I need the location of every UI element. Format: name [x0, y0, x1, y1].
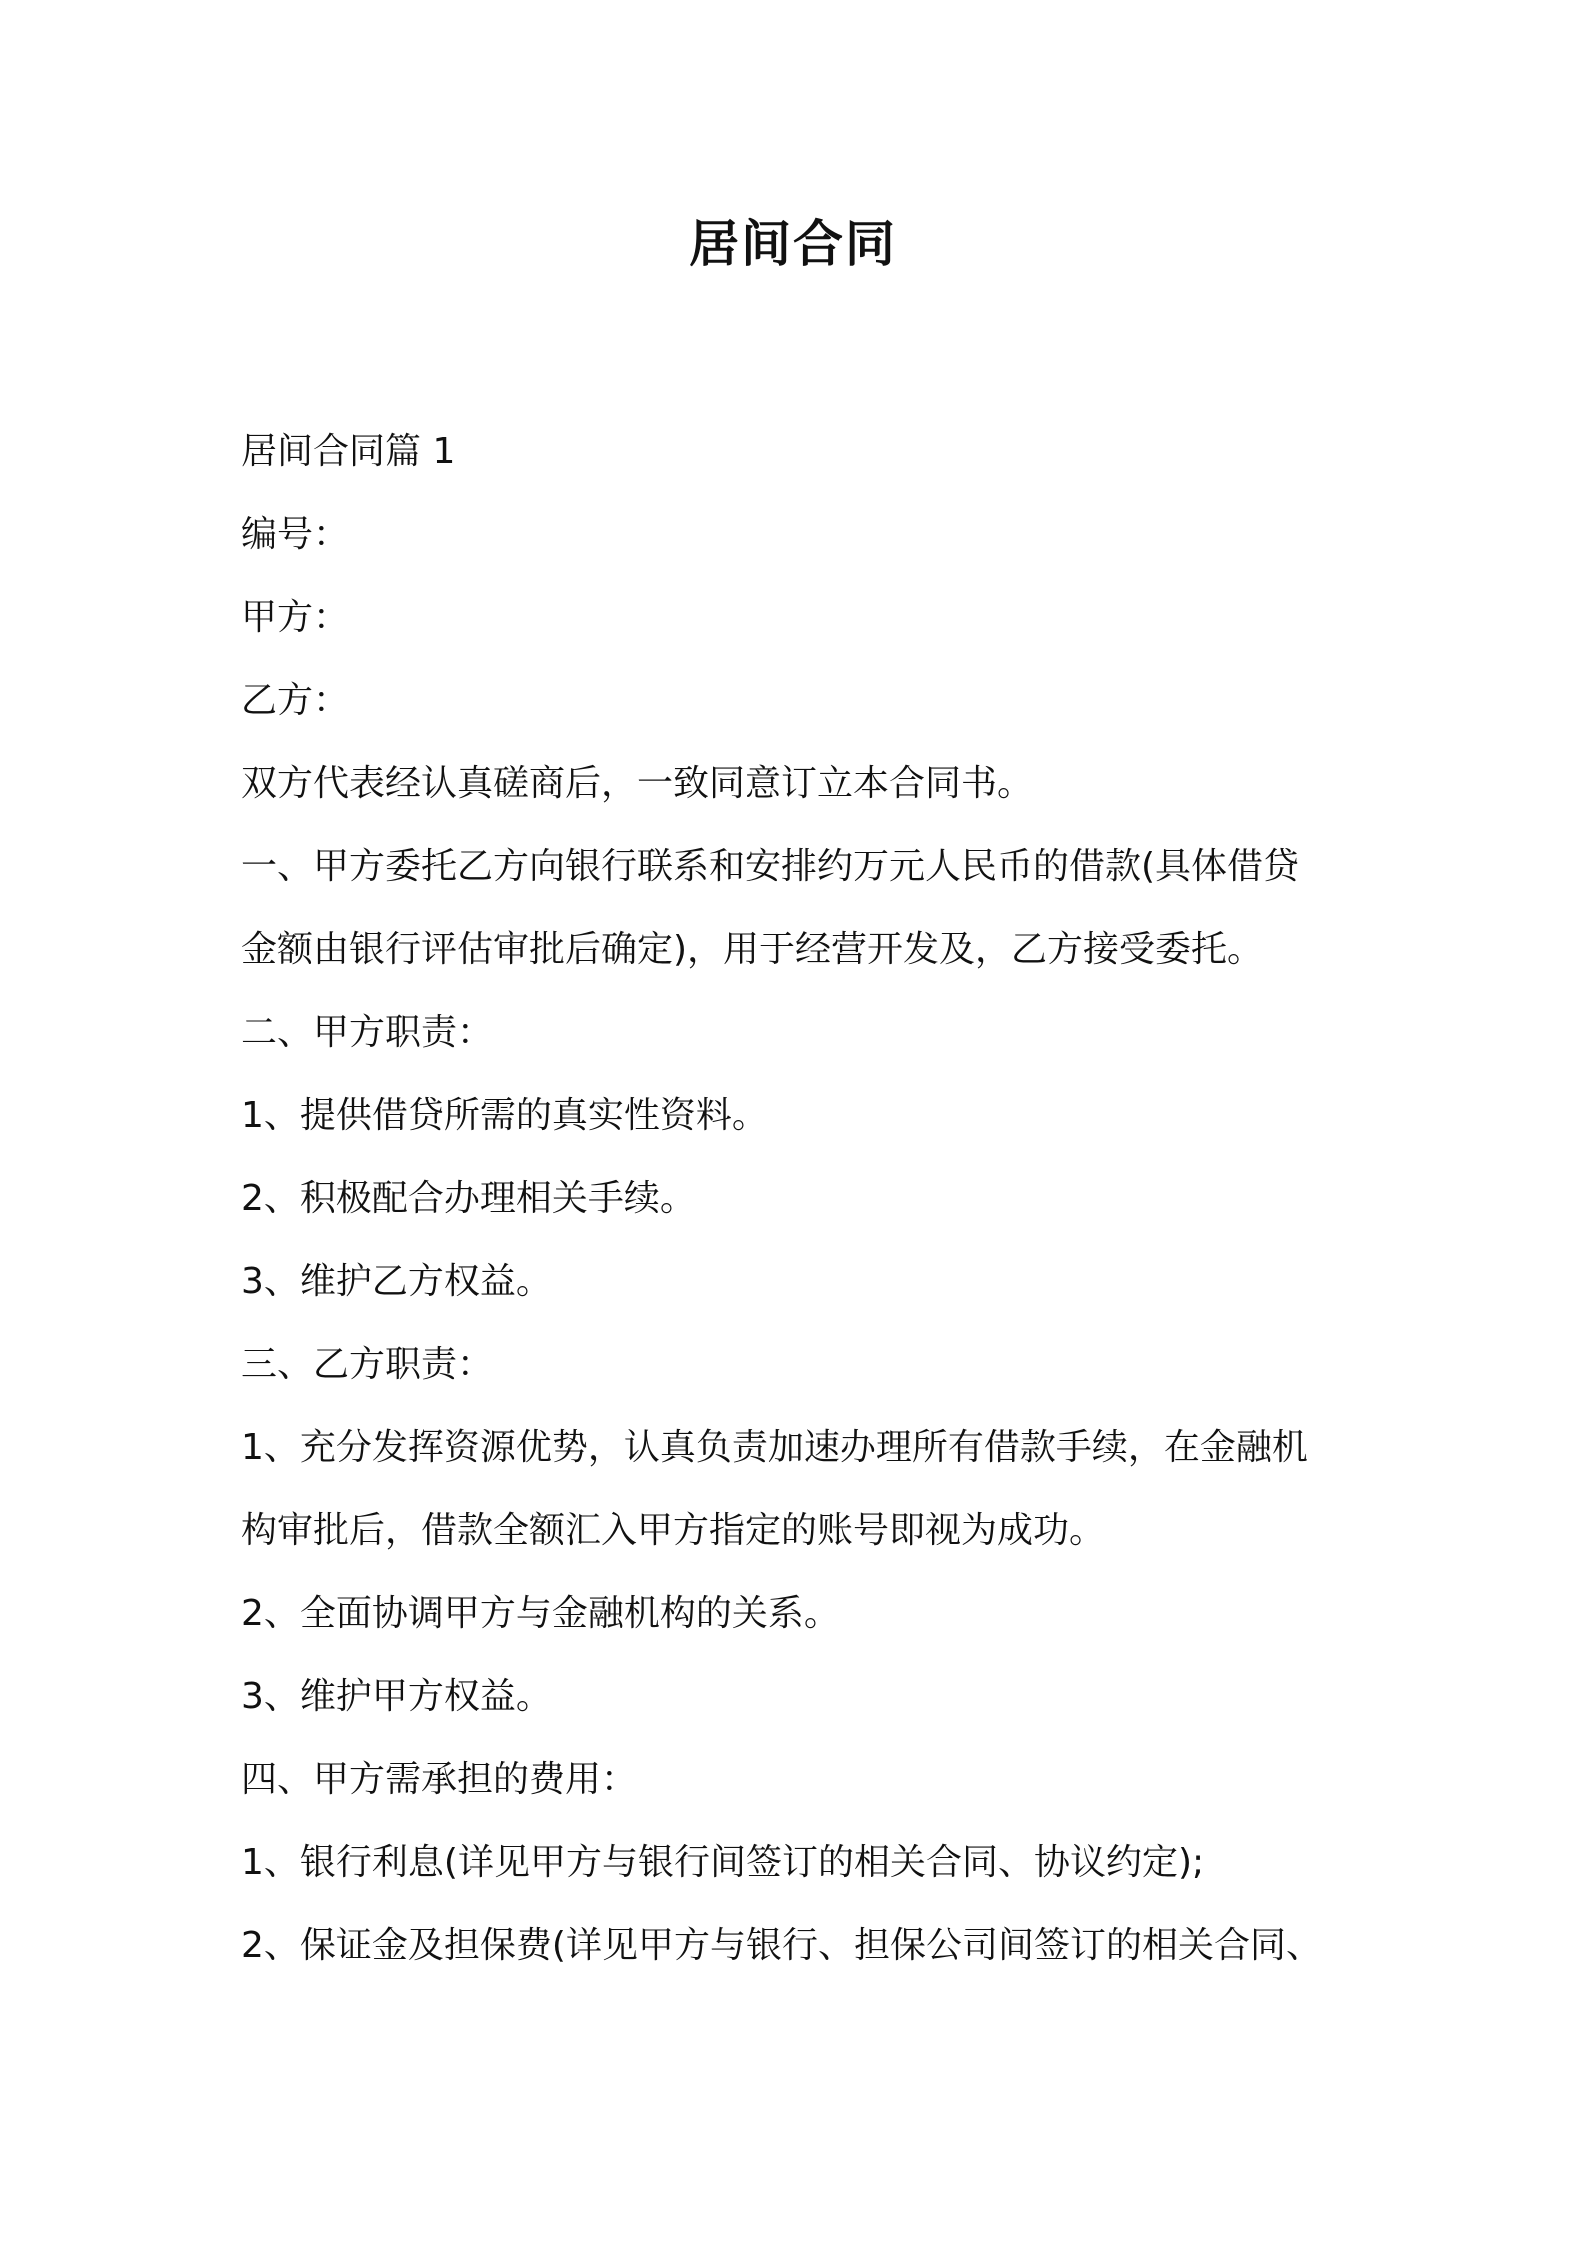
document-title: 居间合同	[689, 215, 897, 273]
section-heading: 居间合同篇 1	[241, 431, 456, 472]
list-item: 1、银行利息(详见甲方与银行间签订的相关合同、协议约定);	[241, 1842, 1205, 1883]
party-b-line: 乙方：	[241, 680, 350, 721]
clause-heading: 二、甲方职责：	[241, 1012, 494, 1053]
text-line: 一、甲方委托乙方向银行联系和安排约万元人民币的借款(具体借贷	[241, 846, 1300, 887]
list-item: 2、积极配合办理相关手续。	[241, 1178, 696, 1219]
clause-heading: 四、甲方需承担的费用：	[241, 1759, 638, 1800]
document-body	[241, 410, 1361, 1987]
list-item: 1、提供借贷所需的真实性资料。	[241, 1095, 768, 1136]
text-line: 双方代表经认真磋商后，一致同意订立本合同书。	[241, 763, 1034, 804]
list-item: 3、维护甲方权益。	[241, 1676, 552, 1717]
list-item: 3、维护乙方权益。	[241, 1261, 552, 1302]
party-a-line: 甲方：	[241, 597, 350, 638]
list-item: 2、保证金及担保费(详见甲方与银行、担保公司间签订的相关合同、	[241, 1925, 1322, 1966]
list-item: 1、充分发挥资源优势，认真负责加速办理所有借款手续，在金融机	[241, 1427, 1308, 1468]
text-line: 金额由银行评估审批后确定)，用于经营开发及，乙方接受委托。	[241, 929, 1264, 970]
list-item: 2、全面协调甲方与金融机构的关系。	[241, 1593, 840, 1634]
contract-number-line: 编号：	[241, 514, 350, 555]
text-line: 构审批后，借款全额汇入甲方指定的账号即视为成功。	[241, 1510, 1106, 1551]
clause-heading: 三、乙方职责：	[241, 1344, 494, 1385]
